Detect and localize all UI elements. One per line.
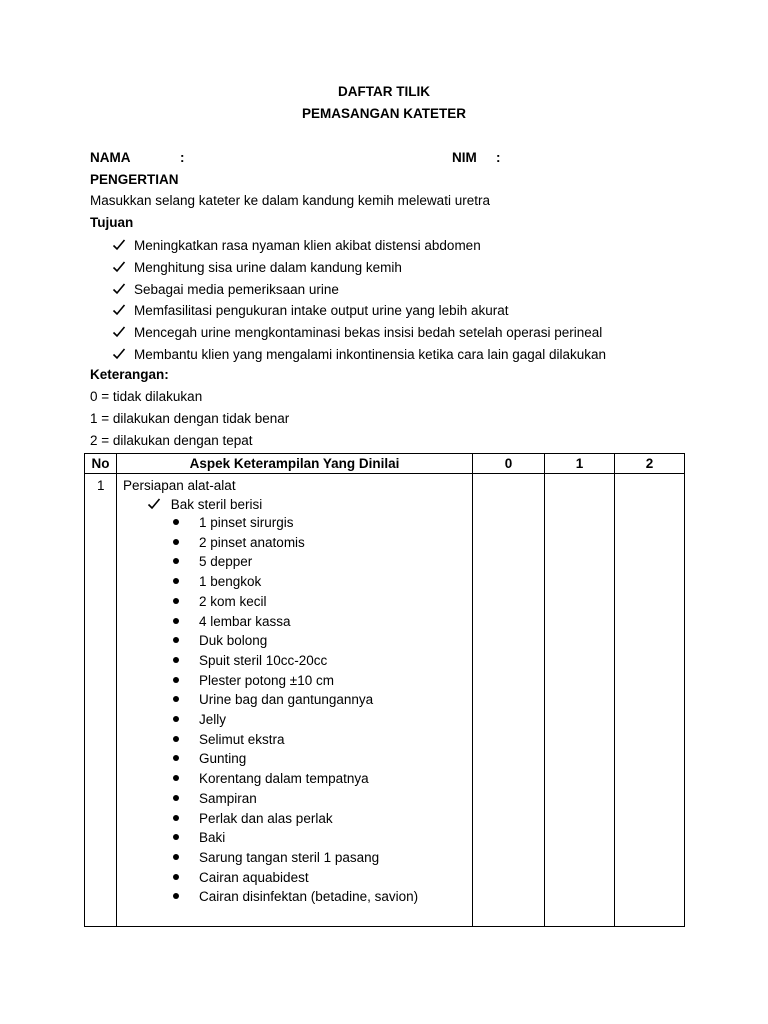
bullet-icon xyxy=(173,736,179,742)
list-item xyxy=(173,772,369,786)
nama-colon: : xyxy=(180,150,185,165)
list-item-text: Sampiran xyxy=(199,790,257,806)
table-row xyxy=(85,474,685,927)
bullet-icon xyxy=(173,696,179,702)
list-item xyxy=(173,713,226,727)
list-item xyxy=(173,595,267,609)
bullet-icon xyxy=(173,539,179,545)
bullet-icon xyxy=(173,657,179,663)
list-item xyxy=(173,851,379,865)
bullet-icon xyxy=(173,854,179,860)
tujuan-item-text: Mencegah urine mengkontaminasi bekas insisi bedah setelah operasi perineal xyxy=(134,325,603,341)
list-item xyxy=(173,674,334,688)
tujuan-item xyxy=(112,282,339,297)
list-item-text: Urine bag dan gantungannya xyxy=(199,692,374,708)
list-item-text: Sarung tangan steril 1 pasang xyxy=(199,849,380,865)
checkmark-icon xyxy=(112,282,126,296)
list-item-text: Cairan disinfektan (betadine, savion) xyxy=(199,889,419,905)
bullet-icon xyxy=(173,578,179,584)
tujuan-item-text: Sebagai media pemeriksaan urine xyxy=(134,281,339,297)
list-item-text: Plester potong ±10 cm xyxy=(199,672,334,688)
list-item xyxy=(173,536,305,550)
list-item xyxy=(173,634,267,648)
list-item xyxy=(173,792,257,806)
document-title-line2: PEMASANGAN KATETER xyxy=(301,106,466,121)
pengertian-heading: PENGERTIAN xyxy=(90,172,179,187)
tujuan-item xyxy=(112,325,602,340)
list-item-text: Jelly xyxy=(199,712,227,727)
bullet-icon xyxy=(173,755,179,761)
bullet-icon xyxy=(173,795,179,801)
nim-label: NIM xyxy=(452,150,477,165)
nama-label: NAMA xyxy=(90,150,131,165)
list-item xyxy=(173,831,225,845)
tujuan-item-text: Memfasilitasi pengukuran intake output urine yang lebih akurat xyxy=(134,303,509,319)
row-number-cell xyxy=(85,474,117,927)
checklist-table xyxy=(84,453,685,927)
list-item xyxy=(173,555,252,569)
pengertian-text: Masukkan selang kateter ke dalam kandung kemih melewati uretra xyxy=(90,193,490,208)
bullet-icon xyxy=(173,893,179,899)
list-item-text: Spuit steril 10cc-20cc xyxy=(199,652,328,668)
document-title-line1: DAFTAR TILIK xyxy=(338,84,430,99)
tujuan-item-text: Meningkatkan rasa nyaman klien akibat distensi abdomen xyxy=(134,238,481,253)
list-item xyxy=(173,615,291,629)
tujuan-item-text: Menghitung sisa urine dalam kandung kemih xyxy=(134,259,402,275)
score-1-cell[interactable] xyxy=(545,474,615,927)
bullet-icon xyxy=(173,677,179,683)
tujuan-item xyxy=(112,238,481,253)
bullet-icon xyxy=(173,716,179,722)
score-2-cell[interactable] xyxy=(615,474,685,927)
list-item xyxy=(173,654,327,668)
bullet-icon xyxy=(173,598,179,604)
checkmark-icon xyxy=(147,497,161,511)
checkmark-icon xyxy=(112,238,126,252)
header-score-0: 0 xyxy=(473,454,545,474)
sub-heading-row xyxy=(147,497,262,512)
list-item-text: Perlak dan alas perlak xyxy=(199,810,333,826)
list-item xyxy=(173,752,246,766)
row-number: 1 xyxy=(97,478,105,493)
bullet-icon xyxy=(173,815,179,821)
table-header-row xyxy=(85,454,685,474)
tujuan-item xyxy=(112,260,402,275)
list-item-text: Duk bolong xyxy=(199,633,268,649)
list-item xyxy=(173,516,294,530)
list-item xyxy=(173,733,285,747)
list-item-text: 2 kom kecil xyxy=(199,593,267,609)
header-score-2: 2 xyxy=(615,454,685,474)
list-item-text: Gunting xyxy=(199,751,247,767)
header-aspek: Aspek Keterampilan Yang Dinilai xyxy=(117,454,473,474)
row-title: Persiapan alat-alat xyxy=(123,478,236,493)
bullet-icon xyxy=(173,775,179,781)
header-no: No xyxy=(85,454,117,474)
list-item-text: Cairan aquabidest xyxy=(199,869,309,885)
keterangan-item: 0 = tidak dilakukan xyxy=(90,389,203,404)
checkmark-icon xyxy=(112,303,126,317)
checkmark-icon xyxy=(112,347,126,361)
keterangan-item: 1 = dilakukan dengan tidak benar xyxy=(90,411,290,426)
list-item xyxy=(173,890,418,904)
tujuan-item xyxy=(112,303,508,318)
bullet-icon xyxy=(173,558,179,564)
list-item xyxy=(173,693,373,707)
list-item-text: 4 lembar kassa xyxy=(199,613,291,629)
list-item-text: 1 pinset sirurgis xyxy=(199,515,294,530)
bullet-icon xyxy=(173,874,179,880)
list-item xyxy=(173,812,333,826)
tujuan-item-text: Membantu klien yang mengalami inkontinensia ketika cara lain gagal dilakukan xyxy=(134,347,607,362)
bullet-icon xyxy=(173,637,179,643)
sub-heading: Bak steril berisi xyxy=(170,497,263,512)
bullet-icon xyxy=(173,519,179,525)
bullet-icon xyxy=(173,834,179,840)
score-0-cell[interactable] xyxy=(473,474,545,927)
list-item xyxy=(173,871,309,885)
keterangan-item: 2 = dilakukan dengan tepat xyxy=(90,433,253,448)
tujuan-item xyxy=(112,347,606,362)
checkmark-icon xyxy=(112,325,126,339)
list-item-text: Korentang dalam tempatnya xyxy=(199,771,369,787)
list-item-text: Baki xyxy=(199,830,226,846)
bullet-icon xyxy=(173,618,179,624)
aspek-cell xyxy=(117,474,473,927)
checkmark-icon xyxy=(112,260,126,274)
keterangan-heading: Keterangan: xyxy=(90,367,169,382)
list-item-text: Selimut ekstra xyxy=(199,731,285,747)
nim-colon: : xyxy=(496,150,501,165)
header-score-1: 1 xyxy=(545,454,615,474)
list-item-text: 2 pinset anatomis xyxy=(199,534,305,550)
list-item-text: 1 bengkok xyxy=(199,574,262,590)
list-item xyxy=(173,575,261,589)
tujuan-heading: Tujuan xyxy=(90,215,134,230)
list-item-text: 5 depper xyxy=(199,554,253,570)
